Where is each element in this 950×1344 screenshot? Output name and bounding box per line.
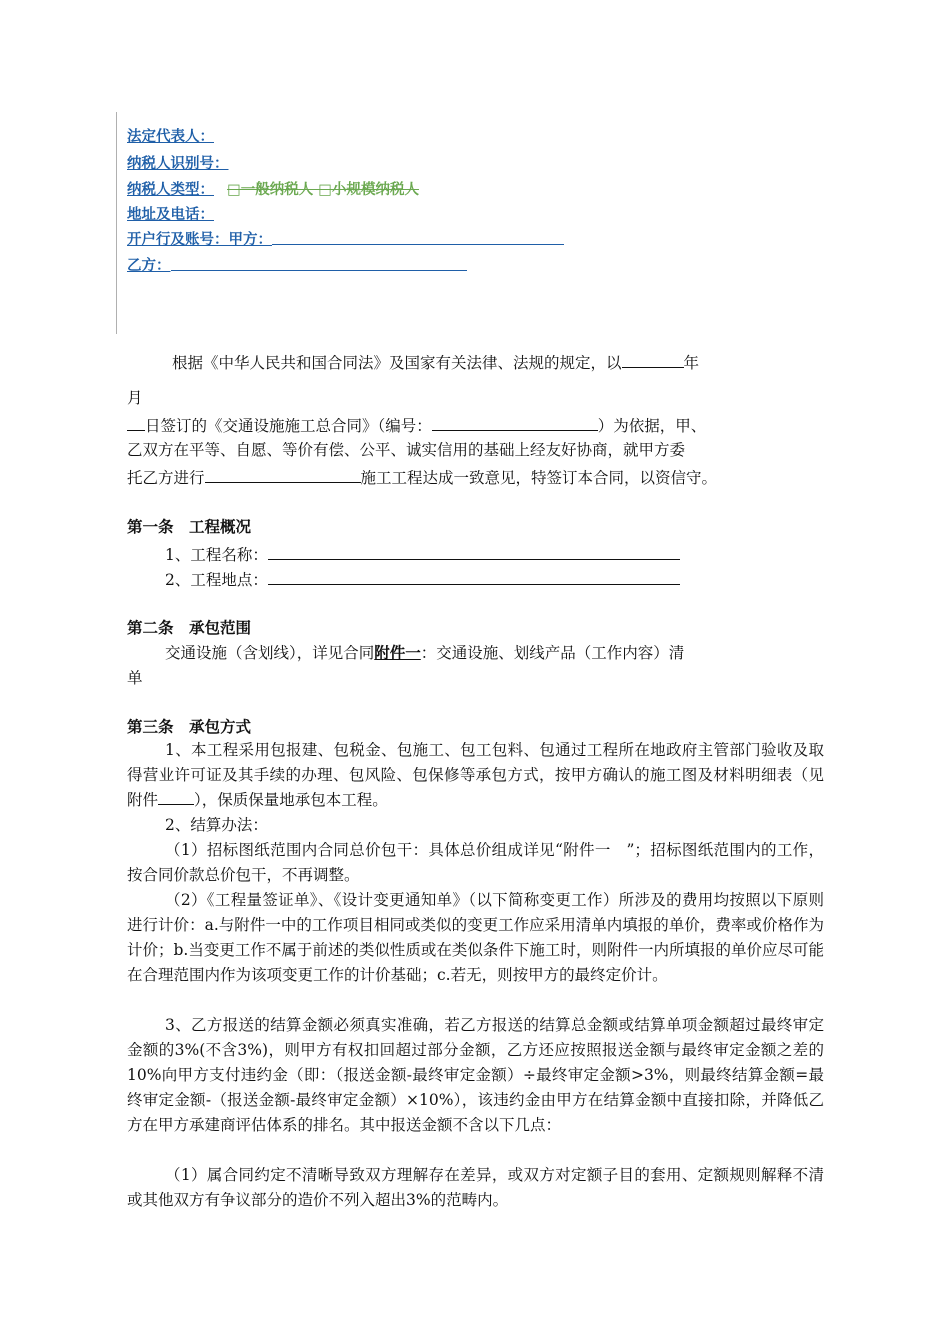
field-tax-id: 纳税人识别号：	[127, 156, 229, 172]
preamble-line5-text: 托乙方进行	[127, 469, 205, 487]
article3-p6: （1）属合同约定不清晰导致双方理解存在差异，或双方对定额子目的套用、定额规则解释不清或其他双方有争议部分的造价不列入超出3%的范畴内。	[127, 1166, 824, 1209]
preamble-line3-text: 日签订的《交通设施施工总合同》（编号：	[145, 417, 432, 435]
party-b-blank	[171, 269, 467, 271]
day-blank	[127, 414, 145, 431]
revision-margin-line	[116, 112, 117, 334]
field-tax-type	[127, 181, 419, 199]
article2-line1-tail: ：交通设施、划线产品（工作内容）清	[420, 644, 685, 662]
article1-item1	[165, 543, 680, 565]
preamble-line4: 乙双方在平等、自愿、等价有偿、公平、诚实信用的基础上经友好协商，就甲方委	[127, 441, 686, 459]
attachment-blank	[158, 788, 194, 805]
article1-item2-label: 2、工程地点：	[165, 571, 268, 589]
article3-p1	[127, 738, 824, 813]
field-party-b	[127, 257, 467, 275]
party-a-blank	[272, 243, 564, 245]
preamble-line5	[127, 466, 717, 488]
preamble-line1-text: 根据《中华人民共和国合同法》及国家有关法律、法规的规定，以	[172, 354, 622, 372]
field-bank-account	[127, 231, 564, 249]
attachment-one-ref: 附件一	[374, 643, 421, 662]
field-tax-type-options: □一般纳税人 □小规模纳税人	[227, 182, 420, 198]
field-address-phone: 地址及电话：	[127, 207, 214, 223]
preamble-line3-tail: ）为依据，甲、	[597, 417, 707, 435]
article2-heading: 第二条 承包范围	[127, 619, 252, 637]
field-party-b-label: 乙方：	[127, 258, 171, 274]
preamble-line3	[127, 414, 706, 436]
article1-heading: 第一条 工程概况	[127, 518, 252, 536]
field-bank-account-label: 开户行及账号：	[127, 232, 229, 248]
article1-item1-label: 1、工程名称：	[165, 546, 268, 564]
article3-heading: 第三条 承包方式	[127, 718, 252, 736]
field-legal-rep: 法定代表人：	[127, 129, 214, 145]
project-blank	[205, 466, 361, 483]
article3-p4: （2）《工程量签证单》、《设计变更通知单》（以下简称变更工作）所涉及的费用均按照以下原则进行计价：a.与附件一中的工作项目相同或类似的变更工作应采用清单内填报的单价，费率或价格作为计价；b.当变更工作不属于前述的类似性质或在类似条件下施工时，则附件一内所填报的单价应尽可能在合理范围内作为该项变更工作的计价基础；c.若无，则按甲方的最终定价计。	[127, 891, 824, 984]
article3-p5: 3、乙方报送的结算金额必须真实准确，若乙方报送的结算总金额或结算单项金额超过最终审定金额的3%(不含3%)，则甲方有权扣回超过部分金额，乙方还应按照报送金额与最终审定金额之差的10%向甲方支付违约金（即：（报送金额-最终审定金额）÷最终审定金额>3%，则最终结算金额=最终审定金额-（报送金额-最终审定金额）×10%），该违约金由甲方在结算金额中直接扣除，并降低乙方在甲方承建商评估体系的排名。其中报送金额不含以下几点：	[127, 1016, 824, 1134]
field-tax-type-label: 纳税人类型：	[127, 182, 214, 198]
article3-p3: （1）招标图纸范围内合同总价包干：具体总价组成详见“附件一 ”；招标图纸范围内的工作，按合同价款总价包干，不再调整。	[127, 841, 824, 884]
preamble-year-label: 年	[683, 354, 700, 372]
article3-p1-text: 1、本工程采用包报建、包税金、包施工、包工包料、包通过工程所在地政府主管部门验收及取得营业许可证及其手续的办理、包风险、包保修等承包方式，按甲方确认的施工图及材料明细表（见附件	[127, 741, 824, 809]
article2-line1-text: 交通设施（含划线），详见合同	[165, 644, 375, 662]
article3-p2: 2、结算办法：	[165, 816, 268, 834]
year-blank	[622, 351, 684, 368]
preamble-line5-tail: 施工工程达成一致意见，特签订本合同，以资信守。	[360, 469, 718, 487]
preamble-line1	[172, 351, 699, 373]
article3-p1-tail: ），保质保量地承包本工程。	[194, 791, 388, 809]
project-name-blank	[268, 543, 680, 560]
field-party-a-label: 甲方：	[228, 232, 272, 248]
project-location-blank	[268, 568, 680, 585]
contract-number-blank	[432, 414, 598, 431]
article2-line1	[165, 643, 684, 663]
preamble-line2: 月	[127, 389, 143, 407]
article2-line2: 单	[127, 669, 143, 687]
article1-item2	[165, 568, 680, 590]
